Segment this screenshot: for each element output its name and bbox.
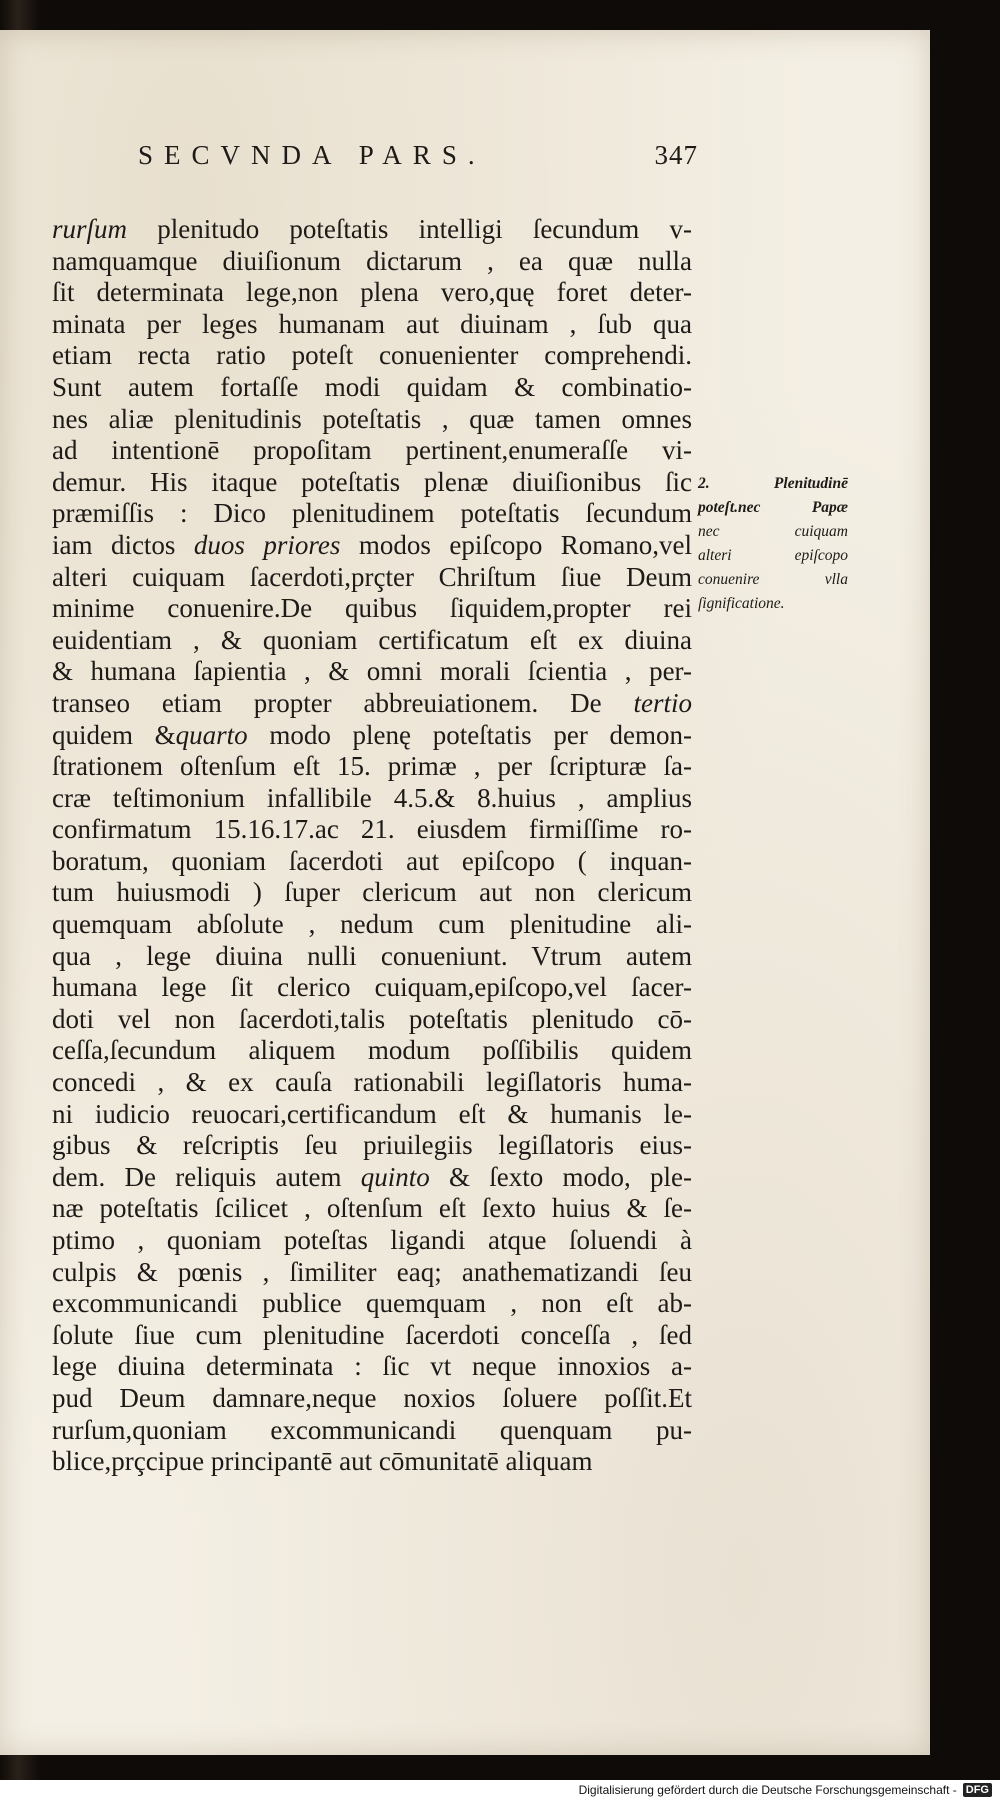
footer-credit: Digitalisierung gefördert durch die Deutsche Forschungsgemeinschaft -	[578, 1783, 957, 1797]
text-line	[52, 941, 692, 973]
text-segment: ſit determinata lege,non plena vero,quę foret deter-	[52, 277, 692, 308]
text-line	[52, 214, 692, 246]
marginal-note-line: 2. Plenitudinē	[698, 475, 848, 492]
text-segment: iam dictos	[52, 529, 194, 560]
text-segment: boratum, quoniam ſacerdoti aut epiſcopo ( inquan-	[52, 845, 692, 876]
text-line	[52, 340, 692, 372]
text-segment: ad intentionē propoſitam pertinent,enumeraſſe vi-	[52, 435, 692, 466]
text-segment: nes aliæ plenitudinis poteſtatis , quæ tamen omnes	[52, 403, 692, 434]
text-line	[52, 1067, 692, 1099]
text-segment: & ſexto modo, ple-	[429, 1161, 692, 1192]
text-line	[52, 1415, 692, 1447]
italic-segment: quarto	[175, 719, 248, 750]
text-line	[52, 688, 692, 720]
text-line	[52, 467, 692, 499]
italic-segment: tertio	[633, 687, 692, 718]
text-segment: rurſum,quoniam excommunicandi quenquam pu-	[52, 1414, 692, 1445]
dfg-logo: DFG	[963, 1783, 992, 1797]
text-line	[52, 656, 692, 688]
body-text	[52, 214, 692, 1478]
text-line	[52, 814, 692, 846]
text-segment: quidem &	[52, 719, 176, 750]
text-segment: qua , lege diuina nulli conueniunt. Vtrum autem	[52, 940, 692, 971]
text-line	[52, 1099, 692, 1131]
text-line	[52, 972, 692, 1004]
italic-segment: quinto	[360, 1161, 430, 1192]
text-segment: & humana ſapientia , & omni morali ſcientia , per-	[52, 656, 692, 687]
text-segment: humana lege ſit clerico cuiquam,epiſcopo,vel ſacer-	[52, 972, 692, 1003]
text-segment: doti vel non ſacerdoti,talis poteſtatis plenitudo cō-	[52, 1003, 692, 1034]
marginal-note	[698, 472, 848, 616]
text-line	[52, 846, 692, 878]
text-line	[52, 246, 692, 278]
text-line	[52, 435, 692, 467]
text-segment: confirmatum 15.16.17.ac 21. eiusdem firmiſſime ro-	[52, 814, 692, 845]
marginal-note-line: ſignificatione.	[698, 595, 785, 612]
text-segment: ptimo , quoniam poteſtas ligandi atque ſoluendi à	[52, 1225, 692, 1255]
italic-segment: rurſum	[52, 214, 128, 244]
text-segment: ni iudicio reuocari,certificandum eſt & humanis le-	[52, 1098, 692, 1129]
text-segment: excommunicandi publice quemquam , non eſt ab-	[52, 1288, 692, 1319]
text-line	[52, 1193, 692, 1225]
text-segment: concedi , & ex cauſa rationabili legiſlatoris huma-	[52, 1067, 692, 1098]
text-segment: etiam recta ratio poteſt conuenienter comprehendi.	[52, 340, 692, 371]
text-segment: minime conuenire.De quibus ſiquidem,propter rei	[52, 593, 692, 624]
text-line	[52, 1320, 692, 1352]
text-line	[52, 783, 692, 815]
text-segment: modo plenę poteſtatis per demon-	[247, 719, 692, 750]
text-line	[52, 1225, 692, 1257]
text-segment: minata per leges humanam aut diuinam , ſub qua	[52, 308, 692, 339]
text-segment: gibus & reſcriptis ſeu priuilegiis legiſlatoris eius-	[52, 1130, 692, 1161]
text-line	[52, 1004, 692, 1036]
text-segment: næ poteſtatis ſcilicet , oſtenſum eſt ſexto huius & ſe-	[52, 1193, 692, 1224]
text-segment: Sunt autem fortaſſe modi quidam & combinatio-	[52, 371, 692, 402]
page-number: 347	[654, 140, 698, 170]
text-segment: cræ teſtimonium infallibile 4.5.& 8.huius , amplius	[52, 782, 692, 813]
text-segment: culpis & pœnis , ſimiliter eaq; anathematizandi ſeu	[52, 1256, 692, 1287]
text-line	[52, 1288, 692, 1320]
text-segment: blice,prçcipue principantē aut cōmunitatē aliquam	[52, 1446, 593, 1477]
text-segment: demur. His itaque poteſtatis plenæ diuiſionibus ſic	[52, 466, 692, 497]
running-title: SECVNDA PARS.	[138, 140, 486, 170]
text-segment: quemquam abſolute , nedum cum plenitudine ali-	[52, 909, 692, 940]
text-segment: præmiſſis : Dico plenitudinem poteſtatis ſecundum	[52, 498, 692, 529]
running-head	[138, 140, 698, 171]
text-line	[52, 1351, 692, 1383]
text-segment: ceſſa,ſecundum aliquem modum poſſibilis quidem	[52, 1035, 692, 1066]
text-line	[52, 277, 692, 309]
text-line	[52, 1257, 692, 1289]
marginal-note-line: poteſt.nec Papæ	[698, 499, 848, 516]
text-segment: namquamque diuiſionum dictarum , ea quæ nulla	[52, 245, 692, 276]
text-line	[52, 593, 692, 625]
text-line	[52, 530, 692, 562]
text-segment: lege diuina determinata : ſic vt neque innoxios a-	[52, 1351, 692, 1382]
text-segment: dem. De reliquis autem	[52, 1161, 361, 1192]
text-line	[52, 1383, 692, 1415]
text-segment: plenitudo poteſtatis intelligi ſecundum v-	[127, 214, 692, 244]
text-segment: modos epiſcopo Romano,vel	[340, 529, 693, 560]
text-segment: tum huiusmodi ) ſuper clericum aut non clericum	[52, 877, 692, 908]
text-line	[52, 498, 692, 530]
text-line	[52, 1035, 692, 1067]
text-line	[52, 1130, 692, 1162]
marginal-note-line: conuenire vlla	[698, 571, 848, 588]
footer-bar	[0, 1780, 1000, 1800]
marginal-note-line: alteri epiſcopo	[698, 547, 848, 564]
text-line	[52, 877, 692, 909]
marginal-note-line: nec cuiquam	[698, 523, 848, 540]
text-segment: euidentiam , & quoniam certificatum eſt ex diuina	[52, 624, 692, 655]
text-line	[52, 1162, 692, 1194]
text-segment: pud Deum damnare,neque noxios ſoluere poſſit.Et	[52, 1382, 692, 1413]
book-page	[0, 30, 930, 1755]
text-segment: ſtrationem oſtenſum eſt 15. primæ , per ſcripturæ ſa-	[52, 751, 692, 782]
text-segment: ſolute ſiue cum plenitudine ſacerdoti conceſſa , ſed	[52, 1319, 692, 1350]
text-line	[52, 625, 692, 657]
text-line	[52, 909, 692, 941]
text-line	[52, 404, 692, 436]
text-segment: transeo etiam propter abbreuiationem. De	[52, 687, 634, 718]
text-line	[52, 751, 692, 783]
text-line	[52, 309, 692, 341]
text-line	[52, 562, 692, 594]
text-line	[52, 720, 692, 752]
text-line	[52, 372, 692, 404]
italic-segment: duos priores	[193, 529, 341, 560]
text-segment: alteri cuiquam ſacerdoti,prçter Chriſtum ſiue Deum	[52, 561, 692, 592]
text-line	[52, 1446, 692, 1478]
